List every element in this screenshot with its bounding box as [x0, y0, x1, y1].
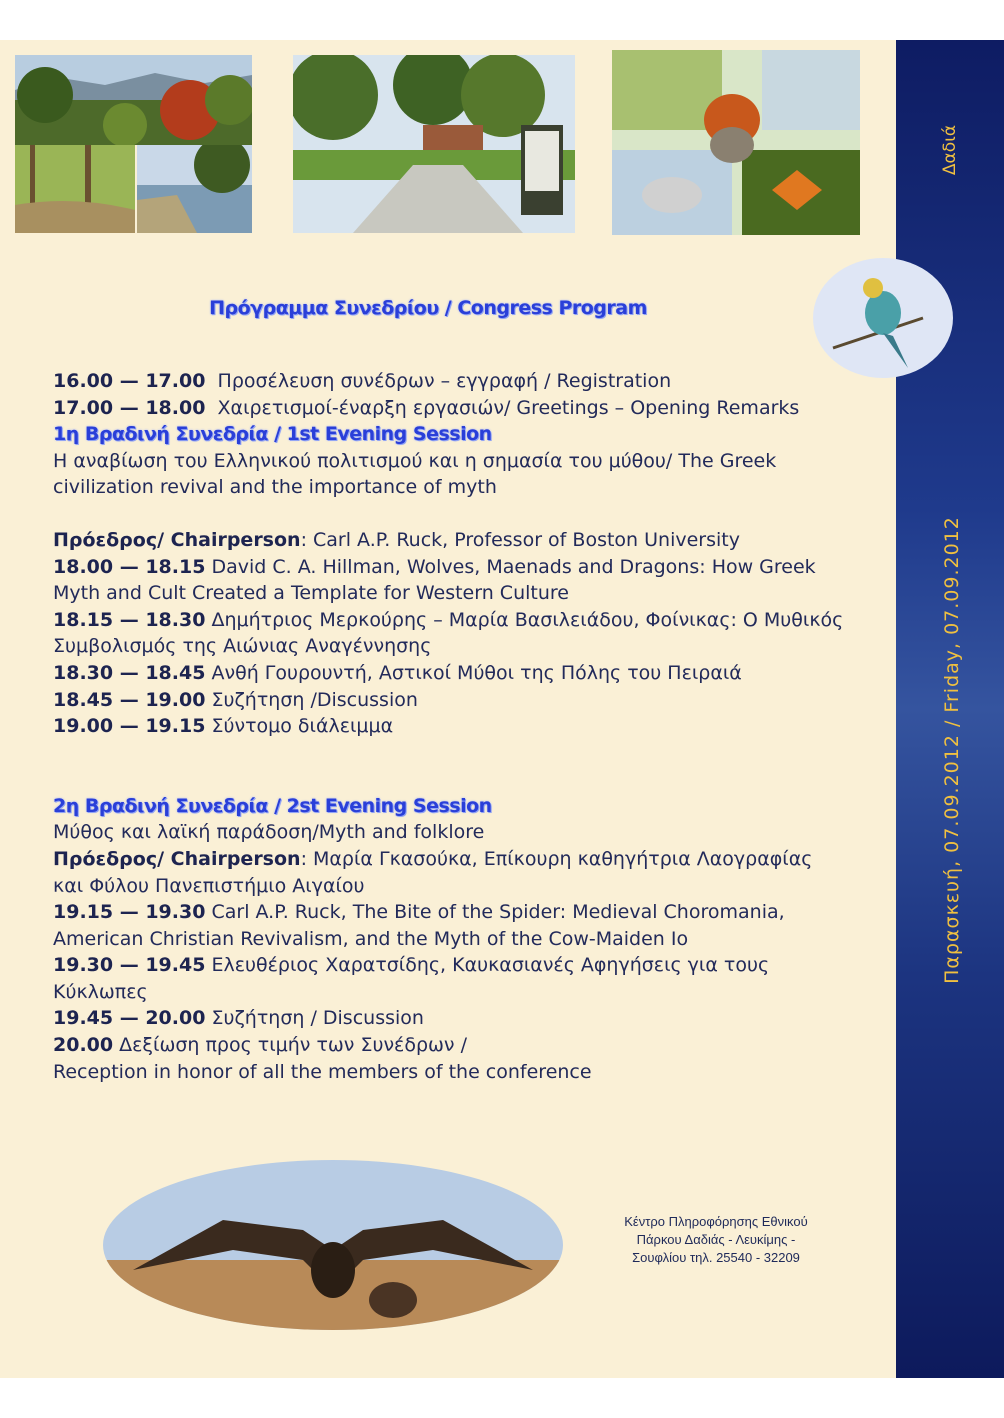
schedule-row: 18.45 — 19.00 Συζήτηση /Discussion — [53, 688, 418, 711]
session2-title: 2η Βραδινή Συνεδρία / 2st Evening Session — [53, 794, 492, 817]
schedule-row: 16.00 — 17.00 Προσέλευση συνέδρων – εγγραφή / Registration — [53, 370, 672, 392]
schedule-row: 20.00 Δεξίωση προς τιμήν των Συνέδρων / — [53, 1034, 467, 1057]
photo-vulture — [103, 1160, 563, 1330]
contact-info — [596, 1213, 836, 1267]
session2-theme: Μύθος και λαϊκή παράδοση/Myth and folklore — [53, 821, 485, 844]
schedule-row: 17.00 — 18.00 Χαιρετισμοί-έναρξη εργασιών/ Greetings – Opening Remarks — [53, 396, 800, 419]
session1-theme: Η αναβίωση του Ελληνικού πολιτισμού και η σημασία του μύθου/ The Greek — [53, 449, 777, 472]
schedule-row-cont: Myth and Cult Created a Template for Western Culture — [53, 582, 569, 605]
schedule-row: 19.30 — 19.45 Ελευθέριος Χαρατσίδης, Καυκασιανές Αφηγήσεις για τους — [53, 954, 770, 977]
contact-line: Κέντρο Πληροφόρησης Εθνικού — [624, 1214, 808, 1229]
schedule-row: 18.30 — 18.45 Ανθή Γουρουντή, Αστικοί Μύθοι της Πόλης του Πειραιά — [53, 661, 742, 684]
schedule-row-cont: Reception in honor of all the members of the conference — [53, 1060, 592, 1083]
schedule-row: 19.45 — 20.00 Συζήτηση / Discussion — [53, 1007, 424, 1030]
session1-title: 1η Βραδινή Συνεδρία / 1st Evening Session — [53, 423, 492, 446]
session2-chair-cont: και Φύλου Πανεπιστήμιο Αιγαίου — [53, 874, 365, 897]
schedule-row-cont: Συμβολισμός της Αιώνιας Αναγέννησης — [53, 635, 432, 658]
schedule-row: 18.00 — 18.15 David C. A. Hillman, Wolves, Maenads and Dragons: How Greek — [53, 555, 816, 578]
session1-chair: Πρόεδρος/ Chairperson: Carl A.P. Ruck, Professor of Boston University — [53, 528, 740, 551]
contact-line: Πάρκου Δαδιάς - Λευκίμης - — [636, 1232, 796, 1247]
schedule-row: 19.00 — 19.15 Σύντομο διάλειμμα — [53, 715, 394, 738]
schedule-row-cont: Κύκλωπες — [53, 980, 148, 1003]
photo-river-forest — [15, 145, 135, 233]
photo-forest-landscape — [15, 55, 252, 145]
schedule-row: 18.15 — 18.30 Δημήτριος Μερκούρης – Μαρία Βασιλειάδου, Φοίνικας: Ο Μυθικός — [53, 608, 844, 631]
photo-park-center-sign — [293, 55, 575, 233]
session2-chair: Πρόεδρος/ Chairperson: Μαρία Γκασούκα, Επίκουρη καθηγήτρια Λαογραφίας — [53, 847, 813, 870]
contact-line: Σουφλίου τηλ. 25540 - 32209 — [632, 1250, 800, 1265]
schedule-row-cont: American Christian Revivalism, and the Myth of the Cow-Maiden Io — [53, 927, 689, 950]
program-content — [53, 368, 883, 1085]
photo-river — [137, 145, 252, 233]
sidebar-place: Δαδιά — [940, 124, 960, 176]
session1-theme-cont: civilization revival and the importance of myth — [53, 476, 497, 499]
sidebar-date: Παρασκευή, 07.09.2012 / Friday, 07.09.2012 — [941, 516, 963, 984]
photo-birds-collage — [612, 50, 860, 235]
schedule-row: 19.15 — 19.30 Carl A.P. Ruck, The Bite of the Spider: Medieval Choromania, — [53, 901, 785, 924]
page-title: Πρόγραμμα Συνεδρίου / Congress Program — [209, 297, 647, 319]
